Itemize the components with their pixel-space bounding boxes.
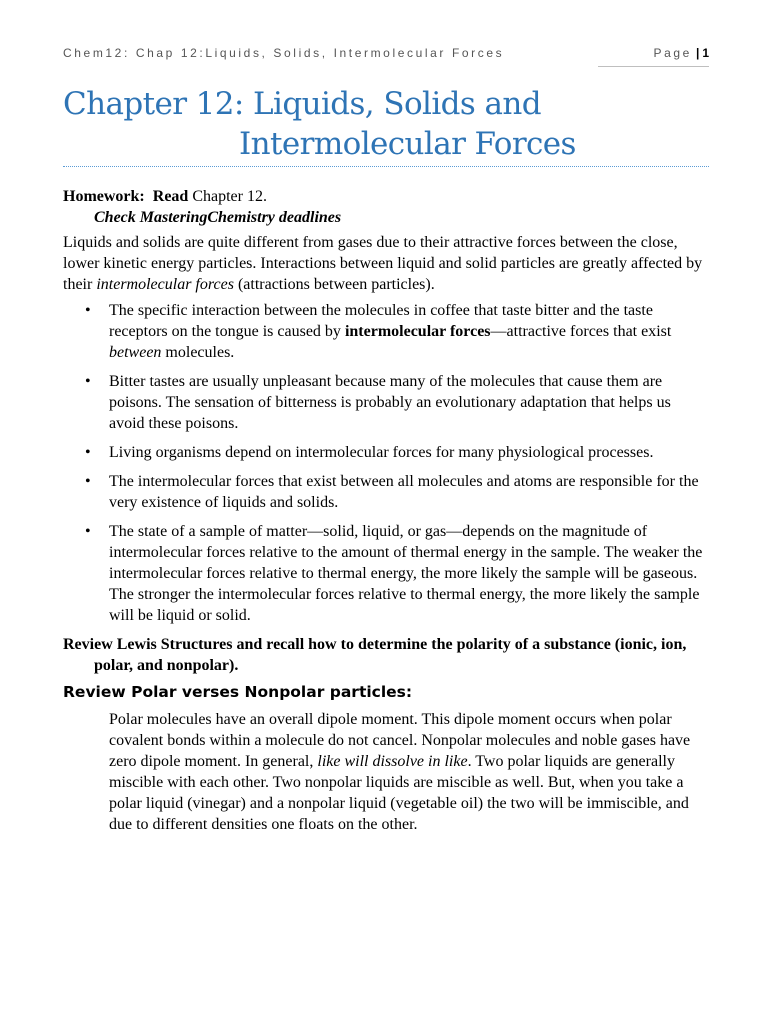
bullet-2-text: Bitter tastes are usually unpleasant because many of the molecules that cause them are poisons. The sensation of bitterness is probably an evolutionary adaptation that helps us avoid these poisons.	[109, 373, 671, 432]
document-body	[63, 186, 709, 835]
bullet-icon: •	[85, 473, 91, 490]
polar-italic: like will dissolve in like	[317, 753, 468, 770]
bullet-icon: •	[85, 523, 91, 540]
review-polar-heading: Review Polar verses Nonpolar particles:	[63, 683, 413, 701]
page-separator: |	[695, 46, 700, 60]
header-rule	[598, 66, 709, 67]
polar-text-1: Polar molecules have an overall dipole moment. This dipole moment occurs when polar covalent bonds within a molecule do not cancel. Nonpolar molecules and noble gases have zero dipole moment. In general,	[109, 711, 691, 770]
intro-text-1: Liquids and solids are quite different from gases due to their attractive forces between the close, lower kinetic energy particles. Interactions between liquid and solid particles are greatly affected by their	[63, 234, 703, 293]
bullet-4-text: The intermolecular forces that exist between all molecules and atoms are responsible for the very existence of liquids and solids.	[109, 473, 699, 511]
page-indicator	[654, 46, 709, 60]
intro-text-2: (attractions between particles).	[233, 276, 435, 293]
homework-check	[94, 207, 709, 228]
list-item	[63, 371, 709, 434]
bullet-icon: •	[85, 373, 91, 390]
bullet-1-bold: intermolecular forces	[344, 323, 491, 340]
bullet-list	[63, 300, 709, 626]
bullet-icon: •	[85, 444, 91, 461]
bullet-1-text-1: The specific interaction between the molecules in coffee that taste bitter and the taste receptors on the tongue is caused by	[109, 302, 653, 340]
bullet-3-text: Living organisms depend on intermolecular forces for many physiological processes.	[109, 444, 654, 461]
chapter-title-line2: Intermolecular Forces	[239, 126, 576, 162]
homework-read-rest: Chapter 12.	[188, 188, 267, 205]
bullet-1-text-2: —attractive forces that exist	[490, 323, 672, 340]
list-item	[63, 442, 709, 463]
page-label: Page	[653, 46, 692, 60]
running-header	[63, 46, 709, 66]
running-header-title: Chem12: Chap 12:Liquids, Solids, Intermolecular Forces	[63, 46, 505, 60]
polar-text-2: . Two polar liquids are generally miscible with each other. Two nonpolar liquids are miscible as well. But, when you take a polar liquid (vinegar) and a nonpolar liquid (vegetable oil) the two will be immiscible, and due to different densities one floats on the other.	[109, 753, 689, 833]
homework-check-text: Check MasteringChemistry deadlines	[94, 209, 342, 226]
list-item	[63, 471, 709, 513]
page-number: 1	[702, 46, 709, 60]
intro-italic: intermolecular forces	[96, 276, 234, 293]
homework-read: Read	[152, 188, 189, 205]
homework-label: Homework:	[63, 188, 145, 205]
bullet-1-text-3: molecules.	[161, 344, 235, 361]
chapter-title-line1: Chapter 12: Liquids, Solids and	[63, 86, 541, 122]
bullet-icon: •	[85, 302, 91, 319]
bullet-5-text: The state of a sample of matter—solid, liquid, or gas—depends on the magnitude of intermolecular forces relative to the amount of thermal energy in the sample. The weaker the intermolecular forces relative to thermal energy, the more likely the sample will be gaseous. The stronger the intermolecular forces relative to thermal energy, the more likely the sample will be liquid or solid.	[109, 523, 703, 624]
homework-line	[63, 186, 709, 207]
list-item	[63, 521, 709, 626]
review-lewis-heading: Review Lewis Structures and recall how to determine the polarity of a substance (ionic, ion, polar, and nonpolar).	[63, 636, 687, 674]
chapter-title	[63, 84, 576, 164]
title-rule	[63, 166, 709, 167]
list-item	[63, 300, 709, 363]
intro-paragraph	[63, 232, 709, 295]
bullet-1-italic: between	[109, 344, 162, 361]
polar-paragraph	[109, 709, 709, 835]
